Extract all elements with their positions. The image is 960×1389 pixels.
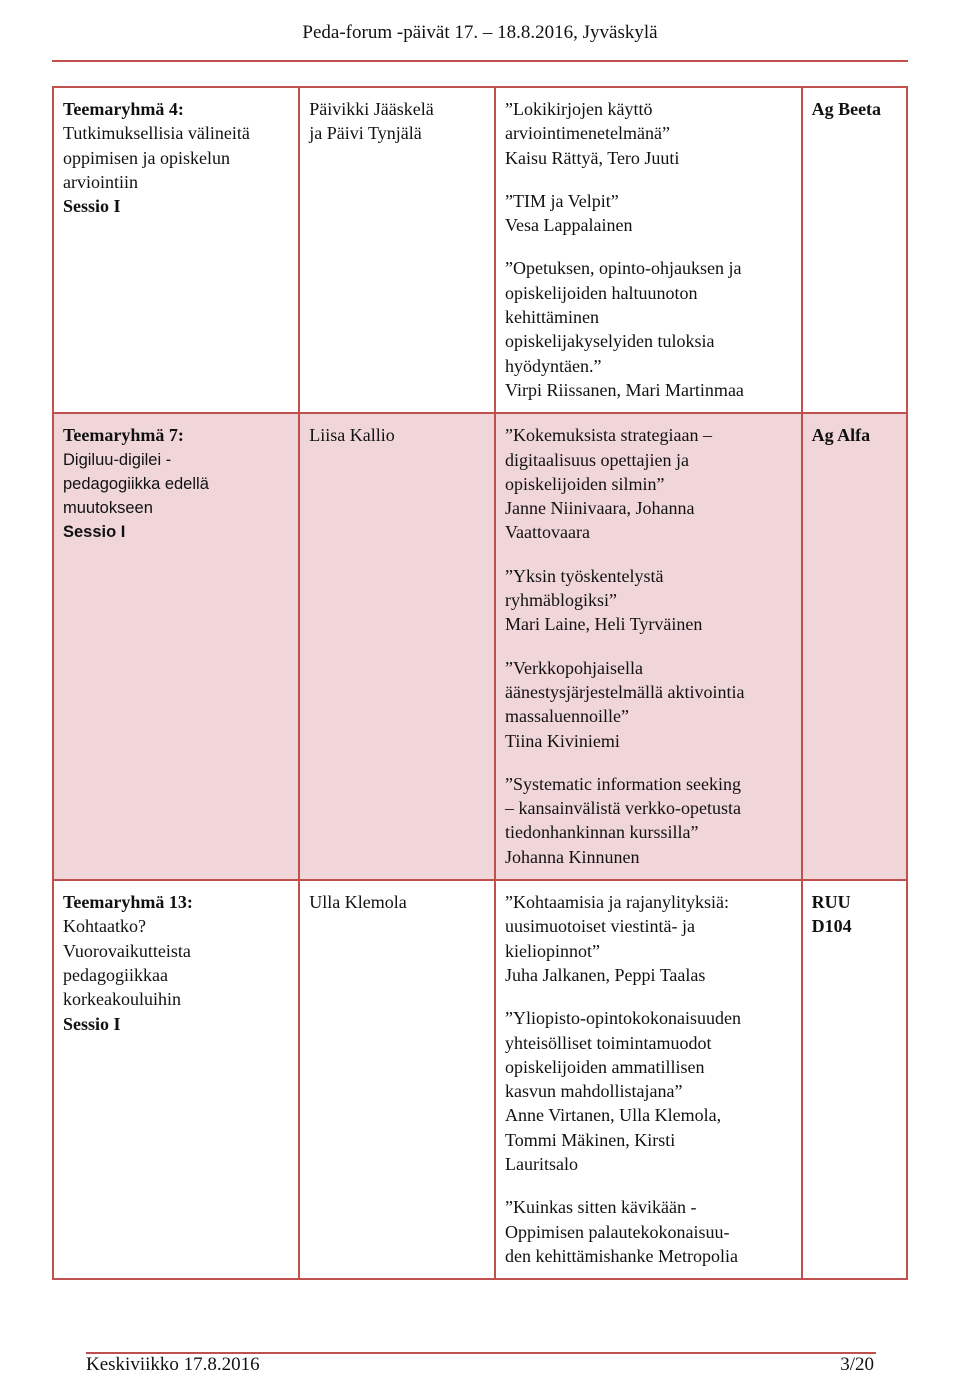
theme-group-line: Kohtaatko? [63, 916, 146, 937]
theme-group-line: muutokseen [63, 499, 153, 518]
talk-line: kehittäminen [505, 307, 600, 328]
session-label: Sessio I [63, 196, 121, 217]
talk-authors: Tommi Mäkinen, Kirsti [505, 1129, 676, 1150]
talk-line: ryhmäblogiksi” [505, 590, 618, 611]
talk-line: Oppimisen palautekokonaisuu- [505, 1221, 730, 1242]
talk-authors: Tiina Kiviniemi [505, 730, 620, 751]
talk-line: opiskelijoiden haltuunoton [505, 282, 698, 303]
talk-line: opiskelijakyselyiden tuloksia [505, 331, 715, 352]
theme-group-line: pedagogiikkaa [63, 964, 168, 985]
theme-group-line: Digiluu-digilei - [63, 450, 172, 469]
talk-entry [505, 189, 793, 238]
chair-cell [299, 87, 495, 413]
talk-entry [505, 1006, 793, 1176]
chair-cell [299, 880, 495, 1279]
talk-entry [505, 890, 793, 987]
talk-line: opiskelijoiden silmin” [505, 473, 665, 494]
room-label: RUU [811, 892, 851, 913]
room-cell [802, 87, 907, 413]
talk-line: ”Kokemuksista strategiaan – [505, 425, 712, 446]
talk-line: uusimuotoiset viestintä- ja [505, 916, 696, 937]
talk-authors: Kaisu Rättyä, Tero Juuti [505, 147, 680, 168]
chair-line: ja Päivi Tynjälä [309, 123, 422, 144]
talk-line: äänestysjärjestelmällä aktivointia [505, 681, 745, 702]
talk-line: ”Systematic information seeking [505, 773, 741, 794]
table-row [53, 87, 907, 413]
talks-cell [495, 413, 802, 880]
room-cell [802, 880, 907, 1279]
header-divider [52, 60, 908, 62]
room-cell [802, 413, 907, 880]
talk-entry [505, 97, 793, 170]
chair-line: Liisa Kallio [309, 425, 395, 446]
talk-line: – kansainvälistä verkko-opetusta [505, 798, 741, 819]
talk-authors: Juha Jalkanen, Peppi Taalas [505, 964, 706, 985]
program-table [52, 86, 908, 1280]
room-label: D104 [811, 916, 852, 937]
footer-date: Keskiviikko 17.8.2016 [86, 1354, 260, 1375]
talk-line: digitaalisuus opettajien ja [505, 449, 690, 470]
theme-group-line: oppimisen ja opiskelun [63, 147, 230, 168]
room-label: Ag Alfa [811, 425, 871, 446]
talk-entry [505, 772, 793, 869]
theme-group-title: Teemaryhmä 7: [63, 425, 184, 446]
talk-line: hyödyntäen.” [505, 355, 602, 376]
page-header-title: Peda-forum -päivät 17. – 18.8.2016, Jyväskylä [302, 22, 658, 43]
chair-line: Ulla Klemola [309, 892, 407, 913]
talk-entry [505, 564, 793, 637]
theme-group-cell [53, 880, 299, 1279]
theme-group-line: korkeakouluihin [63, 989, 181, 1010]
talk-line: opiskelijoiden ammatillisen [505, 1056, 705, 1077]
talk-line: ”Kohtaamisia ja rajanylityksiä: [505, 892, 729, 913]
theme-group-line: arviointiin [63, 171, 138, 192]
talk-line: tiedonhankinnan kurssilla” [505, 822, 699, 843]
talk-entry [505, 256, 793, 402]
talk-line: ”Lokikirjojen käyttö [505, 99, 653, 119]
theme-group-title: Teemaryhmä 13: [63, 892, 193, 913]
talk-line: den kehittämishanke Metropolia [505, 1245, 738, 1266]
footer-page-number: 3/20 [840, 1354, 874, 1375]
talk-line: ”Opetuksen, opinto-ohjauksen ja [505, 258, 742, 279]
talk-authors: Anne Virtanen, Ulla Klemola, [505, 1105, 722, 1126]
talk-line: ”Yliopisto-opintokokonaisuuden [505, 1008, 742, 1029]
talk-line: ”Verkkopohjaisella [505, 657, 643, 678]
talk-authors: Johanna Kinnunen [505, 846, 640, 867]
talk-line: ”Yksin työskentelystä [505, 565, 664, 586]
table-row [53, 413, 907, 880]
room-label: Ag Beeta [811, 99, 882, 119]
talk-authors: Virpi Riissanen, Mari Martinmaa [505, 379, 744, 400]
theme-group-title: Teemaryhmä 4: [63, 99, 184, 119]
talk-authors: Lauritsalo [505, 1153, 579, 1174]
talk-line: massaluennoille” [505, 706, 630, 727]
talk-authors: Janne Niinivaara, Johanna [505, 498, 695, 519]
talks-cell [495, 87, 802, 413]
talk-line: ”Kuinkas sitten kävikään - [505, 1197, 697, 1218]
talk-entry [505, 1195, 793, 1268]
talks-cell [495, 880, 802, 1279]
theme-group-cell [53, 87, 299, 413]
session-label: Sessio I [63, 523, 126, 542]
talk-authors: Vaattovaara [505, 522, 590, 543]
chair-line: Päivikki Jääskelä [309, 99, 434, 119]
theme-group-line: Tutkimuksellisia välineitä [63, 123, 250, 144]
talk-entry [505, 423, 793, 544]
theme-group-cell [53, 413, 299, 880]
theme-group-line: Vuorovaikutteista [63, 940, 191, 961]
talk-entry [505, 656, 793, 753]
talk-line: yhteisölliset toimintamuodot [505, 1032, 712, 1053]
talk-line: kasvun mahdollistajana” [505, 1081, 683, 1102]
chair-cell [299, 413, 495, 880]
talk-line: kieliopinnot” [505, 940, 601, 961]
talk-line: arviointimenetelmänä” [505, 123, 670, 144]
table-row [53, 880, 907, 1279]
talk-authors: Mari Laine, Heli Tyrväinen [505, 614, 703, 635]
theme-group-line: pedagogiikka edellä [63, 474, 209, 493]
talk-line: ”TIM ja Velpit” [505, 190, 619, 211]
session-label: Sessio I [63, 1013, 121, 1034]
talk-authors: Vesa Lappalainen [505, 215, 633, 236]
